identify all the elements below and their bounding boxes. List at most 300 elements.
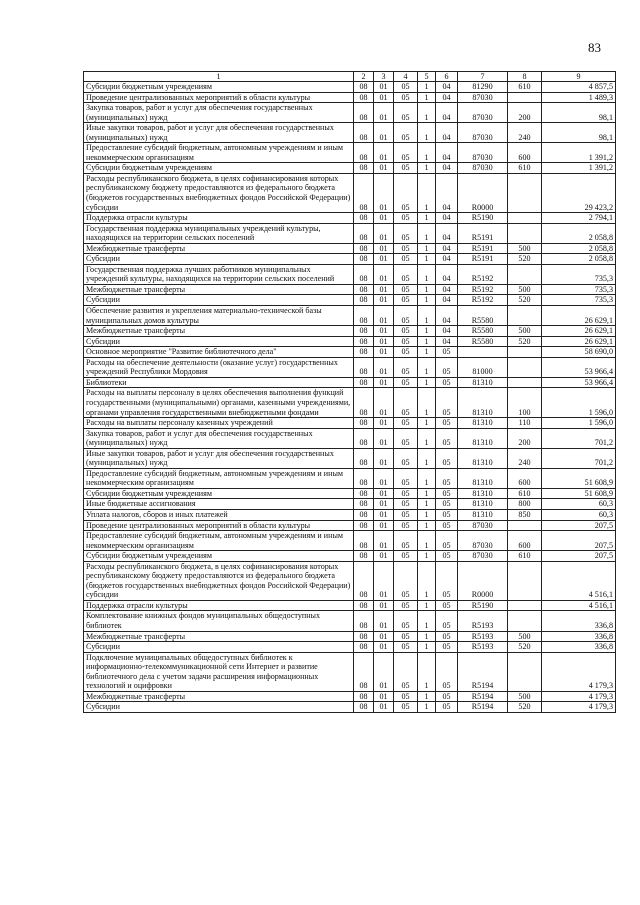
code-cell: 05 bbox=[394, 448, 418, 468]
amount-cell: 207,5 bbox=[542, 531, 616, 551]
target-code-cell: 81000 bbox=[458, 357, 508, 377]
amount-cell: 4 516,1 bbox=[542, 600, 616, 611]
expense-type-cell: 600 bbox=[508, 531, 542, 551]
table-row bbox=[84, 326, 616, 337]
code-cell: 05 bbox=[394, 561, 418, 600]
row-name-cell: Иные закупки товаров, работ и услуг для обеспечения государственных (муниципальных) нужд bbox=[84, 448, 354, 468]
code-cell: 01 bbox=[374, 520, 394, 531]
amount-cell: 207,5 bbox=[542, 520, 616, 531]
code-cell: 01 bbox=[374, 173, 394, 212]
expense-type-cell: 240 bbox=[508, 448, 542, 468]
code-cell: 05 bbox=[436, 468, 458, 488]
table-row bbox=[84, 295, 616, 306]
code-cell: 05 bbox=[436, 551, 458, 562]
amount-cell: 2 058,8 bbox=[542, 243, 616, 254]
table-row bbox=[84, 92, 616, 103]
target-code-cell: R5191 bbox=[458, 243, 508, 254]
row-name-cell: Библиотеки bbox=[84, 377, 354, 388]
expense-type-cell: 520 bbox=[508, 254, 542, 265]
amount-cell: 29 423,2 bbox=[542, 173, 616, 212]
code-cell: 01 bbox=[374, 691, 394, 702]
code-cell: 08 bbox=[354, 468, 374, 488]
table-row bbox=[84, 243, 616, 254]
amount-cell: 98,1 bbox=[542, 123, 616, 143]
expense-type-cell: 850 bbox=[508, 509, 542, 520]
table-row bbox=[84, 163, 616, 174]
expense-type-cell bbox=[508, 347, 542, 358]
code-cell: 01 bbox=[374, 642, 394, 653]
code-cell: 04 bbox=[436, 254, 458, 265]
code-cell: 01 bbox=[374, 551, 394, 562]
code-cell: 1 bbox=[418, 418, 436, 429]
target-code-cell: R5194 bbox=[458, 691, 508, 702]
code-cell: 1 bbox=[418, 611, 436, 631]
row-name-cell: Расходы республиканского бюджета, в целях софинансирования которых республиканскому бюджету предоставляются из федерального бюджета (бюджетов государственных внебюджетных фондов Российской Федерации) субсидии bbox=[84, 173, 354, 212]
table-row bbox=[84, 509, 616, 520]
row-name-cell: Субсидии бюджетным учреждениям bbox=[84, 551, 354, 562]
code-cell: 05 bbox=[394, 357, 418, 377]
amount-cell: 4 857,5 bbox=[542, 82, 616, 93]
code-cell: 08 bbox=[354, 82, 374, 93]
code-cell: 01 bbox=[374, 243, 394, 254]
code-cell: 1 bbox=[418, 468, 436, 488]
table-body bbox=[84, 82, 616, 713]
amount-cell: 336,8 bbox=[542, 642, 616, 653]
code-cell: 01 bbox=[374, 357, 394, 377]
code-cell: 04 bbox=[436, 143, 458, 163]
expense-type-cell: 600 bbox=[508, 143, 542, 163]
code-cell: 01 bbox=[374, 702, 394, 713]
target-code-cell: 81310 bbox=[458, 509, 508, 520]
target-code-cell: 81310 bbox=[458, 488, 508, 499]
code-cell: 05 bbox=[394, 611, 418, 631]
row-name-cell: Расходы республиканского бюджета, в целях софинансирования которых республиканскому бюджету предоставляются из федерального бюджета (бюджетов государственных внебюджетных фондов Российской Федерации) субсидии bbox=[84, 561, 354, 600]
table-row bbox=[84, 448, 616, 468]
expense-type-cell: 500 bbox=[508, 326, 542, 337]
code-cell: 05 bbox=[394, 520, 418, 531]
expense-type-cell bbox=[508, 213, 542, 224]
expense-type-cell bbox=[508, 561, 542, 600]
amount-cell: 98,1 bbox=[542, 103, 616, 123]
code-cell: 05 bbox=[394, 428, 418, 448]
code-cell: 04 bbox=[436, 213, 458, 224]
code-cell: 1 bbox=[418, 336, 436, 347]
table-row bbox=[84, 499, 616, 510]
amount-cell: 735,3 bbox=[542, 295, 616, 306]
target-code-cell: R5193 bbox=[458, 611, 508, 631]
target-code-cell: 81290 bbox=[458, 82, 508, 93]
code-cell: 01 bbox=[374, 336, 394, 347]
table-row bbox=[84, 428, 616, 448]
expense-type-cell: 610 bbox=[508, 551, 542, 562]
code-cell: 1 bbox=[418, 428, 436, 448]
code-cell: 01 bbox=[374, 264, 394, 284]
code-cell: 08 bbox=[354, 428, 374, 448]
table-row bbox=[84, 642, 616, 653]
header-cell: 7 bbox=[458, 72, 508, 82]
code-cell: 05 bbox=[394, 468, 418, 488]
code-cell: 05 bbox=[436, 631, 458, 642]
code-cell: 01 bbox=[374, 652, 394, 691]
amount-cell: 735,3 bbox=[542, 264, 616, 284]
row-name-cell: Межбюджетные трансферты bbox=[84, 691, 354, 702]
code-cell: 05 bbox=[436, 691, 458, 702]
code-cell: 08 bbox=[354, 488, 374, 499]
code-cell: 01 bbox=[374, 163, 394, 174]
amount-cell: 1 596,0 bbox=[542, 418, 616, 429]
code-cell: 08 bbox=[354, 551, 374, 562]
target-code-cell: 81310 bbox=[458, 418, 508, 429]
row-name-cell: Субсидии bbox=[84, 336, 354, 347]
code-cell: 04 bbox=[436, 243, 458, 254]
table-row bbox=[84, 254, 616, 265]
expense-type-cell: 200 bbox=[508, 103, 542, 123]
code-cell: 05 bbox=[436, 418, 458, 429]
code-cell: 1 bbox=[418, 347, 436, 358]
expense-type-cell: 500 bbox=[508, 691, 542, 702]
code-cell: 08 bbox=[354, 103, 374, 123]
code-cell: 01 bbox=[374, 82, 394, 93]
code-cell: 08 bbox=[354, 642, 374, 653]
code-cell: 01 bbox=[374, 488, 394, 499]
amount-cell: 51 608,9 bbox=[542, 468, 616, 488]
code-cell: 05 bbox=[436, 520, 458, 531]
code-cell: 01 bbox=[374, 143, 394, 163]
row-name-cell: Расходы на выплаты персоналу казенных учреждений bbox=[84, 418, 354, 429]
table-row bbox=[84, 691, 616, 702]
code-cell: 05 bbox=[394, 243, 418, 254]
code-cell: 08 bbox=[354, 499, 374, 510]
target-code-cell: 87030 bbox=[458, 520, 508, 531]
expense-type-cell bbox=[508, 520, 542, 531]
row-name-cell: Уплата налогов, сборов и иных платежей bbox=[84, 509, 354, 520]
code-cell: 1 bbox=[418, 284, 436, 295]
code-cell: 04 bbox=[436, 82, 458, 93]
code-cell: 05 bbox=[394, 418, 418, 429]
code-cell: 05 bbox=[394, 509, 418, 520]
code-cell: 08 bbox=[354, 509, 374, 520]
code-cell: 1 bbox=[418, 82, 436, 93]
code-cell: 05 bbox=[394, 264, 418, 284]
table-row bbox=[84, 347, 616, 358]
page-number: 83 bbox=[588, 40, 601, 55]
target-code-cell: R5193 bbox=[458, 642, 508, 653]
code-cell: 01 bbox=[374, 223, 394, 243]
code-cell: 1 bbox=[418, 103, 436, 123]
target-code-cell: 81310 bbox=[458, 448, 508, 468]
amount-cell: 60,3 bbox=[542, 509, 616, 520]
row-name-cell: Поддержка отрасли культуры bbox=[84, 600, 354, 611]
code-cell: 1 bbox=[418, 357, 436, 377]
code-cell: 05 bbox=[394, 499, 418, 510]
target-code-cell: 87030 bbox=[458, 531, 508, 551]
row-name-cell: Субсидии bbox=[84, 254, 354, 265]
target-code-cell: R5194 bbox=[458, 702, 508, 713]
code-cell: 04 bbox=[436, 123, 458, 143]
code-cell: 05 bbox=[394, 143, 418, 163]
amount-cell: 1 489,3 bbox=[542, 92, 616, 103]
expense-type-cell bbox=[508, 377, 542, 388]
code-cell: 05 bbox=[394, 254, 418, 265]
code-cell: 05 bbox=[436, 448, 458, 468]
code-cell: 04 bbox=[436, 264, 458, 284]
table-row bbox=[84, 652, 616, 691]
code-cell: 04 bbox=[436, 284, 458, 295]
code-cell: 04 bbox=[436, 326, 458, 337]
table-row bbox=[84, 173, 616, 212]
row-name-cell: Закупка товаров, работ и услуг для обеспечения государственных (муниципальных) нужд bbox=[84, 103, 354, 123]
expense-type-cell: 610 bbox=[508, 82, 542, 93]
code-cell: 05 bbox=[394, 377, 418, 388]
code-cell: 05 bbox=[394, 551, 418, 562]
code-cell: 1 bbox=[418, 264, 436, 284]
target-code-cell bbox=[458, 347, 508, 358]
amount-cell: 26 629,1 bbox=[542, 326, 616, 337]
amount-cell: 701,2 bbox=[542, 428, 616, 448]
code-cell: 08 bbox=[354, 173, 374, 212]
row-name-cell: Комплектование книжных фондов муниципальных общедоступных библиотек bbox=[84, 611, 354, 631]
code-cell: 1 bbox=[418, 295, 436, 306]
code-cell: 01 bbox=[374, 561, 394, 600]
code-cell: 01 bbox=[374, 499, 394, 510]
code-cell: 05 bbox=[436, 531, 458, 551]
code-cell: 01 bbox=[374, 213, 394, 224]
code-cell: 01 bbox=[374, 306, 394, 326]
code-cell: 08 bbox=[354, 92, 374, 103]
code-cell: 04 bbox=[436, 336, 458, 347]
code-cell: 01 bbox=[374, 531, 394, 551]
row-name-cell: Проведение централизованных мероприятий в области культуры bbox=[84, 92, 354, 103]
expense-type-cell bbox=[508, 223, 542, 243]
row-name-cell: Субсидии bbox=[84, 295, 354, 306]
row-name-cell: Субсидии bbox=[84, 702, 354, 713]
row-name-cell: Обеспечение развития и укрепления материально-технической базы муниципальных домов культуры bbox=[84, 306, 354, 326]
header-cell: 8 bbox=[508, 72, 542, 82]
row-name-cell: Расходы на выплаты персоналу в целях обеспечения выполнения функций государственными (муниципальными) органами, казенными учреждениями, органами управления государственными внебюджетными фондами bbox=[84, 388, 354, 418]
amount-cell: 207,5 bbox=[542, 551, 616, 562]
code-cell: 05 bbox=[394, 652, 418, 691]
code-cell: 08 bbox=[354, 123, 374, 143]
code-cell: 1 bbox=[418, 531, 436, 551]
code-cell: 1 bbox=[418, 388, 436, 418]
row-name-cell: Закупка товаров, работ и услуг для обеспечения государственных (муниципальных) нужд bbox=[84, 428, 354, 448]
row-name-cell: Субсидии bbox=[84, 642, 354, 653]
row-name-cell: Поддержка отрасли культуры bbox=[84, 213, 354, 224]
target-code-cell: 87030 bbox=[458, 123, 508, 143]
code-cell: 05 bbox=[436, 488, 458, 499]
code-cell: 08 bbox=[354, 306, 374, 326]
code-cell: 05 bbox=[394, 631, 418, 642]
amount-cell: 2 794,1 bbox=[542, 213, 616, 224]
target-code-cell: R5580 bbox=[458, 306, 508, 326]
header-cell: 5 bbox=[418, 72, 436, 82]
header-cell: 6 bbox=[436, 72, 458, 82]
amount-cell: 701,2 bbox=[542, 448, 616, 468]
expense-type-cell: 500 bbox=[508, 631, 542, 642]
row-name-cell: Субсидии бюджетным учреждениям bbox=[84, 488, 354, 499]
table-row bbox=[84, 306, 616, 326]
row-name-cell: Межбюджетные трансферты bbox=[84, 284, 354, 295]
code-cell: 05 bbox=[394, 326, 418, 337]
target-code-cell: R5190 bbox=[458, 600, 508, 611]
code-cell: 08 bbox=[354, 223, 374, 243]
code-cell: 1 bbox=[418, 223, 436, 243]
code-cell: 08 bbox=[354, 254, 374, 265]
code-cell: 05 bbox=[394, 306, 418, 326]
code-cell: 05 bbox=[394, 103, 418, 123]
row-name-cell: Проведение централизованных мероприятий в области культуры bbox=[84, 520, 354, 531]
amount-cell: 26 629,1 bbox=[542, 336, 616, 347]
expense-type-cell: 100 bbox=[508, 388, 542, 418]
code-cell: 1 bbox=[418, 702, 436, 713]
table-row bbox=[84, 551, 616, 562]
header-cell: 3 bbox=[374, 72, 394, 82]
code-cell: 1 bbox=[418, 243, 436, 254]
expense-type-cell bbox=[508, 357, 542, 377]
amount-cell: 53 966,4 bbox=[542, 377, 616, 388]
code-cell: 1 bbox=[418, 488, 436, 499]
amount-cell: 1 391,2 bbox=[542, 143, 616, 163]
amount-cell: 4 516,1 bbox=[542, 561, 616, 600]
row-name-cell: Подключение муниципальных общедоступных библиотек к информационно-телекоммуникационной сети Интернет и развитие библиотечного дела с учетом задачи расширения информационных технологий и оцифровки bbox=[84, 652, 354, 691]
target-code-cell: 87030 bbox=[458, 92, 508, 103]
table-row bbox=[84, 264, 616, 284]
expense-type-cell bbox=[508, 92, 542, 103]
target-code-cell: 81310 bbox=[458, 377, 508, 388]
amount-cell: 4 179,3 bbox=[542, 652, 616, 691]
expense-type-cell bbox=[508, 652, 542, 691]
table-row bbox=[84, 336, 616, 347]
code-cell: 08 bbox=[354, 600, 374, 611]
target-code-cell: 81310 bbox=[458, 388, 508, 418]
code-cell: 08 bbox=[354, 357, 374, 377]
code-cell: 01 bbox=[374, 295, 394, 306]
expense-type-cell: 500 bbox=[508, 284, 542, 295]
code-cell: 04 bbox=[436, 103, 458, 123]
code-cell: 05 bbox=[394, 642, 418, 653]
code-cell: 01 bbox=[374, 377, 394, 388]
code-cell: 05 bbox=[436, 611, 458, 631]
code-cell: 01 bbox=[374, 123, 394, 143]
table-row bbox=[84, 377, 616, 388]
target-code-cell: 87030 bbox=[458, 103, 508, 123]
code-cell: 08 bbox=[354, 702, 374, 713]
table-row bbox=[84, 357, 616, 377]
code-cell: 05 bbox=[436, 428, 458, 448]
code-cell: 05 bbox=[436, 499, 458, 510]
code-cell: 1 bbox=[418, 509, 436, 520]
code-cell: 05 bbox=[394, 223, 418, 243]
row-name-cell: Межбюджетные трансферты bbox=[84, 631, 354, 642]
code-cell: 08 bbox=[354, 264, 374, 284]
table-row bbox=[84, 468, 616, 488]
code-cell: 1 bbox=[418, 448, 436, 468]
code-cell: 1 bbox=[418, 326, 436, 337]
table-row bbox=[84, 143, 616, 163]
row-name-cell: Государственная поддержка муниципальных учреждений культуры, находящихся на территории сельских поселений bbox=[84, 223, 354, 243]
code-cell: 01 bbox=[374, 92, 394, 103]
code-cell: 1 bbox=[418, 92, 436, 103]
header-cell: 2 bbox=[354, 72, 374, 82]
row-name-cell: Субсидии бюджетным учреждениям bbox=[84, 163, 354, 174]
code-cell: 04 bbox=[436, 92, 458, 103]
code-cell: 1 bbox=[418, 213, 436, 224]
row-name-cell: Межбюджетные трансферты bbox=[84, 326, 354, 337]
code-cell: 01 bbox=[374, 468, 394, 488]
table-row bbox=[84, 531, 616, 551]
row-name-cell: Государственная поддержка лучших работников муниципальных учреждений культуры, находящихся на территории сельских поселений bbox=[84, 264, 354, 284]
target-code-cell: 81310 bbox=[458, 468, 508, 488]
code-cell: 05 bbox=[394, 284, 418, 295]
amount-cell: 58 690,0 bbox=[542, 347, 616, 358]
code-cell: 08 bbox=[354, 561, 374, 600]
code-cell: 08 bbox=[354, 243, 374, 254]
code-cell: 08 bbox=[354, 611, 374, 631]
row-name-cell: Предоставление субсидий бюджетным, автономным учреждениям и иным некоммерческим организациям bbox=[84, 531, 354, 551]
code-cell: 1 bbox=[418, 551, 436, 562]
expense-type-cell: 200 bbox=[508, 428, 542, 448]
amount-cell: 336,8 bbox=[542, 611, 616, 631]
target-code-cell: 87030 bbox=[458, 143, 508, 163]
target-code-cell: R5191 bbox=[458, 254, 508, 265]
target-code-cell: R5192 bbox=[458, 264, 508, 284]
row-name-cell: Иные бюджетные ассигнования bbox=[84, 499, 354, 510]
table-row bbox=[84, 223, 616, 243]
table-row bbox=[84, 611, 616, 631]
code-cell: 05 bbox=[394, 336, 418, 347]
code-cell: 05 bbox=[436, 652, 458, 691]
table-row bbox=[84, 702, 616, 713]
code-cell: 01 bbox=[374, 611, 394, 631]
code-cell: 08 bbox=[354, 448, 374, 468]
code-cell: 1 bbox=[418, 600, 436, 611]
table-row bbox=[84, 520, 616, 531]
code-cell: 1 bbox=[418, 306, 436, 326]
code-cell: 01 bbox=[374, 254, 394, 265]
code-cell: 08 bbox=[354, 377, 374, 388]
row-name-cell: Межбюджетные трансферты bbox=[84, 243, 354, 254]
code-cell: 08 bbox=[354, 531, 374, 551]
target-code-cell: R5194 bbox=[458, 652, 508, 691]
target-code-cell: R5580 bbox=[458, 336, 508, 347]
code-cell: 1 bbox=[418, 642, 436, 653]
expense-type-cell: 610 bbox=[508, 163, 542, 174]
code-cell: 08 bbox=[354, 213, 374, 224]
code-cell: 05 bbox=[394, 92, 418, 103]
code-cell: 05 bbox=[394, 213, 418, 224]
amount-cell: 1 596,0 bbox=[542, 388, 616, 418]
header-cell: 9 bbox=[542, 72, 616, 82]
code-cell: 01 bbox=[374, 284, 394, 295]
code-cell: 05 bbox=[394, 531, 418, 551]
code-cell: 05 bbox=[436, 561, 458, 600]
expense-type-cell: 520 bbox=[508, 702, 542, 713]
code-cell: 1 bbox=[418, 143, 436, 163]
target-code-cell: 87030 bbox=[458, 551, 508, 562]
code-cell: 08 bbox=[354, 295, 374, 306]
code-cell: 1 bbox=[418, 499, 436, 510]
row-name-cell: Иные закупки товаров, работ и услуг для обеспечения государственных (муниципальных) нужд bbox=[84, 123, 354, 143]
target-code-cell: 81310 bbox=[458, 499, 508, 510]
code-cell: 05 bbox=[394, 488, 418, 499]
code-cell: 05 bbox=[394, 163, 418, 174]
code-cell: 08 bbox=[354, 691, 374, 702]
target-code-cell: R5191 bbox=[458, 223, 508, 243]
code-cell: 01 bbox=[374, 600, 394, 611]
expense-type-cell: 110 bbox=[508, 418, 542, 429]
code-cell: 01 bbox=[374, 326, 394, 337]
code-cell: 05 bbox=[394, 347, 418, 358]
